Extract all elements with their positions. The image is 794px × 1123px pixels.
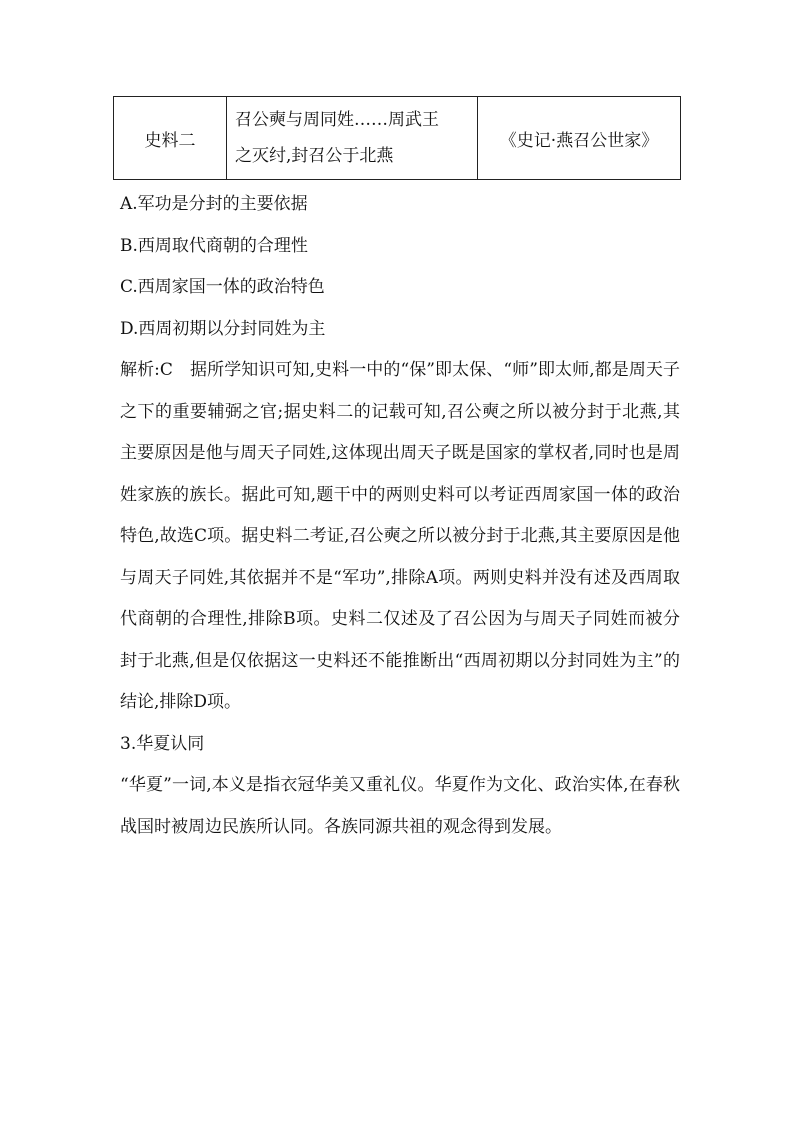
option-c: C.西周家国一体的政治特色 [120,277,325,297]
row-source: 《史记·燕召公世家》 [499,130,659,151]
body-text [120,184,680,848]
option-a: A.军功是分封的主要依据 [120,194,308,214]
row-text-line: 召公奭与周同姓……周武王 [235,110,439,130]
row-label-cell [114,97,227,180]
option-d: D.西周初期以分封同姓为主 [120,318,326,339]
table-row [114,97,681,180]
analysis-paragraph: 解析:C 据所学知识可知,史料一中的“保”即太保、“师”即太师,都是周天子之下的重要辅弼之官;据史料二的记载可知,召公奭之所以被分封于北燕,其主要原因是他与周天子同姓,这体现出周天子既是国家的掌权者,同时也是周姓家族的族长。据此可知,题干中的两则史料可以考证西周家国一体的政治特色,故选C项。据史料二考证,召公奭之所以被分封于北燕,其主要原因是他与周天子同姓,其依据并不是“军功”,排除A项。两则史料并没有述及西周取代商朝的合理性,排除B项。史料二仅述及了召公因为与周天子同姓而被分封于北燕,但是仅依据这一史料还不能推断出“西周初期以分封同姓为主”的结论,排除D项。 [120,360,680,712]
option-b: B.西周取代商朝的合理性 [120,235,308,256]
section-heading: 3.华夏认同 [120,733,205,754]
row-text-cell [227,97,478,180]
row-text-line: 之灭纣,封召公于北燕 [235,146,394,166]
source-table [113,96,681,180]
section-paragraph: “华夏”一词,本义是指衣冠华美又重礼仪。华夏作为文化、政治实体,在春秋战国时被周边民族所认同。各族同源共祖的观念得到发展。 [120,775,680,837]
row-source-cell [478,97,681,180]
row-label: 史料二 [144,130,196,151]
